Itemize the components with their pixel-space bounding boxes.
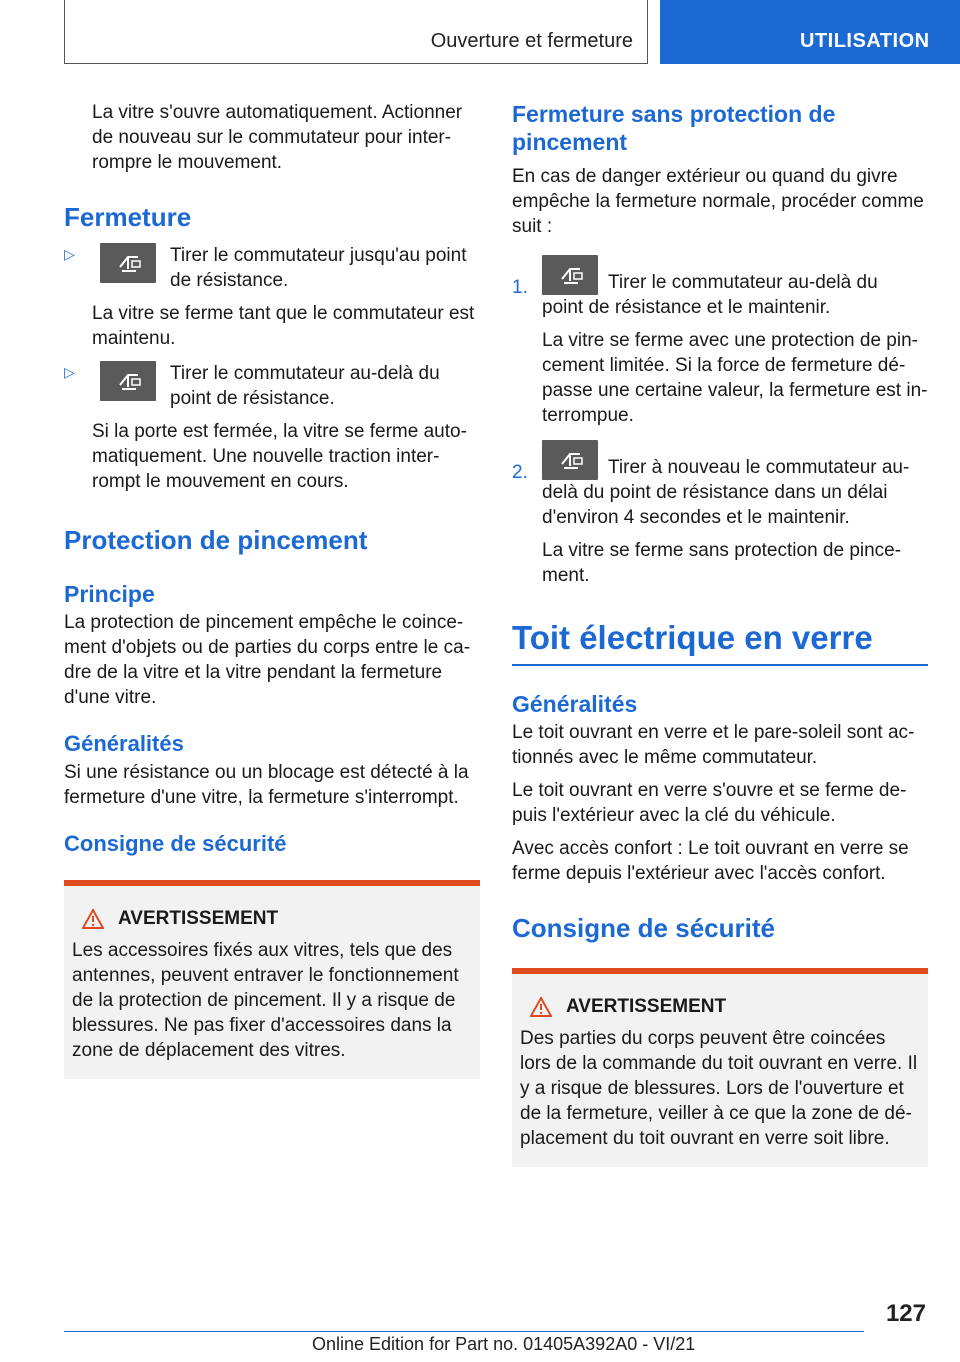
triangle-bullet-icon: ▷ bbox=[64, 364, 75, 380]
footer-rule bbox=[64, 1331, 864, 1332]
step1-sub: La vitre se ferme avec une protection de pincement limitée. Si la force de fermeture dépasse une certaine valeur, la fermeture est interrompue. bbox=[542, 330, 928, 426]
intro-paragraph: La vitre s'ouvre automatiquement. Actionner de nouveau sur le commutateur pour interrompre le mouvement. bbox=[92, 102, 463, 173]
chapter-tab[interactable] bbox=[660, 0, 960, 64]
fermeture-heading: Fermeture bbox=[64, 202, 192, 232]
step1-text: Tirer le commutateur au-delà du bbox=[608, 272, 878, 293]
list-item bbox=[512, 255, 928, 428]
right-column bbox=[512, 100, 928, 1167]
consigne-heading: Consigne de sécurité bbox=[64, 831, 287, 856]
consigne-heading: Consigne de sécurité bbox=[512, 913, 775, 943]
window-switch-icon bbox=[100, 243, 156, 283]
warning-header bbox=[72, 908, 472, 930]
list-item bbox=[64, 361, 480, 411]
step2-cont: delà du point de résistance dans un délai d'environ 4 secondes et le maintenir. bbox=[542, 482, 888, 528]
warning-title: AVERTISSEMENT bbox=[118, 908, 279, 929]
warning-header bbox=[520, 996, 920, 1018]
generalites-paragraph: Si une résistance ou un blocage est détecté à la fermeture d'une vitre, la fermeture s'interrompt. bbox=[64, 762, 469, 808]
triangle-bullet-icon: ▷ bbox=[64, 246, 75, 262]
item2-text: Tirer le commutateur au-delà du point de résistance. bbox=[170, 363, 440, 409]
principe-paragraph: La protection de pincement empêche le coincement d'objets ou de parties du corps entre le cadre de la vitre et la vitre pendant la fermeture d'une vitre. bbox=[64, 612, 471, 708]
window-switch-icon bbox=[542, 255, 598, 295]
page-number: 127 bbox=[885, 1300, 926, 1327]
list-item bbox=[512, 440, 928, 588]
item1-text: Tirer le commutateur jusqu'au point de résistance. bbox=[170, 245, 467, 291]
window-switch-icon bbox=[100, 361, 156, 401]
warning-triangle-icon bbox=[530, 997, 552, 1017]
window-switch-icon bbox=[542, 440, 598, 480]
generalites-p1: Le toit ouvrant en verre et le pare-soleil sont actionnés avec le même commutateur. bbox=[512, 722, 915, 768]
edition-text: Online Edition for Part no. 01405A392A0 - VI/21 bbox=[312, 1334, 696, 1354]
item1-sub: La vitre se ferme tant que le commutateur est maintenu. bbox=[92, 303, 475, 349]
step2-text: Tirer à nouveau le commutateur au- bbox=[608, 457, 910, 478]
section-title: Ouverture et fermeture bbox=[430, 30, 633, 52]
left-column bbox=[64, 100, 480, 1079]
item2-sub: Si la porte est fermée, la vitre se ferme automatiquement. Une nouvelle traction interrompt le mouvement en cours. bbox=[92, 421, 467, 492]
sans-protection-heading: Fermeture sans protection de pincement bbox=[512, 101, 836, 155]
section-rule bbox=[512, 664, 928, 666]
list-item bbox=[64, 243, 480, 293]
warning-box bbox=[64, 880, 480, 1079]
generalites-heading: Généralités bbox=[512, 691, 638, 717]
generalites-p2: Le toit ouvrant en verre s'ouvre et se ferme depuis l'extérieur avec la clé du véhicule. bbox=[512, 780, 907, 826]
generalites-p3: Avec accès confort : Le toit ouvrant en verre se ferme depuis l'extérieur avec l'accès confort. bbox=[512, 838, 909, 884]
principe-heading: Principe bbox=[64, 581, 155, 607]
toit-heading: Toit électrique en verre bbox=[512, 619, 873, 656]
warning-text: Les accessoires fixés aux vitres, tels que des antennes, peuvent entraver le fonctionnement de la protection de pincement. Il y a risque de blessures. Ne pas fixer d'accessoires dans la zone de déplacement des vitres. bbox=[72, 940, 459, 1061]
warning-box bbox=[512, 968, 928, 1167]
generalites-heading: Généralités bbox=[64, 731, 184, 756]
chapter-tab-label: UTILISATION bbox=[800, 30, 930, 52]
warning-text: Des parties du corps peuvent être coincées lors de la commande du toit ouvrant en verre. Il y a risque de blessures. Lors de l'ouverture et de la fermeture, veiller à ce que la zone de déplacement du toit ouvrant en verre soit libre. bbox=[520, 1028, 918, 1149]
sans-protection-paragraph: En cas de danger extérieur ou quand du givre empêche la fermeture normale, procéder comme suit : bbox=[512, 166, 924, 237]
warning-triangle-icon bbox=[82, 909, 104, 929]
protection-heading: Protection de pincement bbox=[64, 525, 368, 555]
warning-title: AVERTISSEMENT bbox=[566, 996, 727, 1017]
step-number: 2. bbox=[512, 462, 528, 483]
step2-sub: La vitre se ferme sans protection de pincement. bbox=[542, 540, 902, 586]
header-bar bbox=[64, 0, 648, 64]
step1-cont: point de résistance et le maintenir. bbox=[542, 297, 831, 318]
step-number: 1. bbox=[512, 277, 528, 298]
